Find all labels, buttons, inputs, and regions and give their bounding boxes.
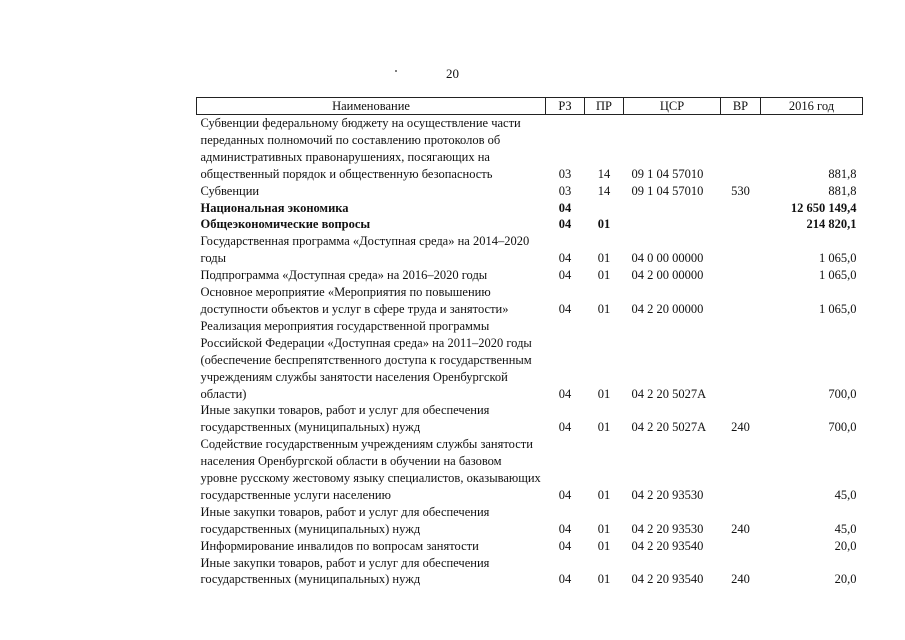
- row-vr: 240: [731, 420, 750, 435]
- row-name: Национальная экономика: [200, 200, 349, 215]
- row-vr: [721, 436, 761, 504]
- row-pr: [585, 200, 624, 217]
- row-rz: 03: [558, 183, 572, 198]
- row-amount: 1 065,0: [819, 268, 857, 283]
- row-vr: [721, 233, 761, 267]
- row-csr: 09 1 04 57010: [631, 183, 704, 198]
- table-row: [197, 555, 863, 589]
- row-name: Иные закупки товаров, работ и услуг для обеспечения государственных (муниципальных) нужд: [200, 555, 490, 587]
- row-name: Субвенции федеральному бюджету на осуществление части переданных полномочий по составлению протоколов об административных правонарушениях, посягающих на общественный порядок и общественную безопасность: [200, 116, 521, 181]
- row-amount: 700,0: [828, 420, 857, 435]
- row-amount: 45,0: [834, 487, 857, 502]
- header-csr: ЦСР: [624, 98, 721, 115]
- row-csr: [624, 216, 721, 233]
- row-rz: 04: [558, 420, 572, 435]
- row-vr: [721, 115, 761, 183]
- row-pr: 01: [597, 386, 611, 401]
- row-vr: [721, 200, 761, 217]
- table-row: [197, 183, 863, 200]
- row-rz: 04: [558, 386, 572, 401]
- row-rz: 04: [558, 200, 572, 215]
- row-pr: 14: [597, 183, 611, 198]
- row-amount: 20,0: [834, 572, 857, 587]
- row-vr: [721, 216, 761, 233]
- table-row: [197, 504, 863, 538]
- row-pr: 01: [597, 420, 611, 435]
- row-csr: 04 2 20 00000: [631, 301, 704, 316]
- table-row: [197, 538, 863, 555]
- row-csr: 04 2 20 5027А: [631, 386, 707, 401]
- row-pr: 01: [597, 268, 611, 283]
- row-vr: 530: [731, 183, 750, 198]
- row-name: Государственная программа «Доступная среда» на 2014–2020 годы: [200, 234, 530, 266]
- row-vr: 240: [731, 521, 750, 536]
- row-name: Основное мероприятие «Мероприятия по повышению доступности объектов и услуг в сфере труда и занятости»: [200, 285, 509, 316]
- row-pr: 01: [597, 301, 611, 316]
- row-name: Реализация мероприятия государственной программы Российской Федерации «Доступная среда» на 2011–2020 годы (обеспечение беспрепятственного доступа к государственным учреждениям службы занятости населения Оренбургской области): [200, 318, 532, 401]
- row-rz: 04: [558, 521, 572, 536]
- row-vr: [721, 267, 761, 284]
- header-amount: 2016 год: [761, 98, 863, 115]
- scan-speck: [395, 70, 397, 72]
- row-pr: 01: [597, 217, 611, 232]
- row-csr: 04 2 20 93530: [631, 487, 704, 502]
- page-number: 20: [446, 66, 459, 81]
- row-rz: 04: [558, 268, 572, 283]
- row-csr: 04 2 20 93530: [631, 521, 704, 536]
- table-row: [197, 115, 863, 183]
- row-pr: 01: [597, 538, 611, 553]
- row-amount: 12 650 149,4: [790, 200, 857, 215]
- row-rz: 04: [558, 538, 572, 553]
- row-name: Общеэкономические вопросы: [200, 217, 371, 232]
- table-row: [197, 267, 863, 284]
- row-csr: 04 0 00 00000: [631, 251, 704, 266]
- row-csr: 09 1 04 57010: [631, 166, 704, 181]
- row-csr: 04 2 20 93540: [631, 538, 704, 553]
- header-row: [197, 98, 863, 115]
- row-vr: [721, 318, 761, 403]
- row-pr: 01: [597, 251, 611, 266]
- row-amount: 1 065,0: [819, 251, 857, 266]
- header-rz: РЗ: [546, 98, 585, 115]
- header-name: Наименование: [197, 98, 546, 115]
- table-header: [197, 98, 863, 115]
- table-row: [197, 216, 863, 233]
- row-name: Информирование инвалидов по вопросам занятости: [200, 538, 479, 553]
- row-csr: 04 2 20 93540: [631, 572, 704, 587]
- row-name: Иные закупки товаров, работ и услуг для обеспечения государственных (муниципальных) нужд: [200, 403, 490, 435]
- table-row: [197, 436, 863, 504]
- row-name: Содействие государственным учреждениям службы занятости населения Оренбургской области в обучении на базовом уровне русскому жестовому языку специалистов, оказывающих государственные услуги населению: [200, 437, 541, 502]
- row-amount: 20,0: [834, 538, 857, 553]
- row-csr: 04 2 20 5027А: [631, 420, 707, 435]
- row-vr: [721, 284, 761, 318]
- row-rz: 04: [558, 572, 572, 587]
- row-name: Иные закупки товаров, работ и услуг для обеспечения государственных (муниципальных) нужд: [200, 504, 490, 536]
- row-rz: 04: [558, 487, 572, 502]
- row-csr: 04 2 00 00000: [631, 268, 704, 283]
- row-rz: 04: [558, 217, 572, 232]
- row-name: Подпрограмма «Доступная среда» на 2016–2020 годы: [200, 268, 488, 283]
- row-csr: [624, 200, 721, 217]
- row-pr: 14: [597, 166, 611, 181]
- row-amount: 45,0: [834, 521, 857, 536]
- table-row: [197, 402, 863, 436]
- table-row: [197, 318, 863, 403]
- row-name: Субвенции: [200, 183, 260, 198]
- row-amount: 881,8: [828, 166, 857, 181]
- table-row: [197, 284, 863, 318]
- budget-table: [196, 97, 863, 588]
- row-rz: 04: [558, 301, 572, 316]
- header-pr: ПР: [585, 98, 624, 115]
- row-rz: 03: [558, 166, 572, 181]
- row-vr: 240: [731, 572, 750, 587]
- row-vr: [721, 538, 761, 555]
- row-pr: 01: [597, 487, 611, 502]
- row-amount: 214 820,1: [806, 217, 857, 232]
- row-amount: 881,8: [828, 183, 857, 198]
- header-vr: ВР: [721, 98, 761, 115]
- row-pr: 01: [597, 572, 611, 587]
- row-amount: 700,0: [828, 386, 857, 401]
- row-rz: 04: [558, 251, 572, 266]
- table-row: [197, 233, 863, 267]
- row-amount: 1 065,0: [819, 301, 857, 316]
- row-pr: 01: [597, 521, 611, 536]
- table-body: [197, 115, 863, 589]
- table-row: [197, 200, 863, 217]
